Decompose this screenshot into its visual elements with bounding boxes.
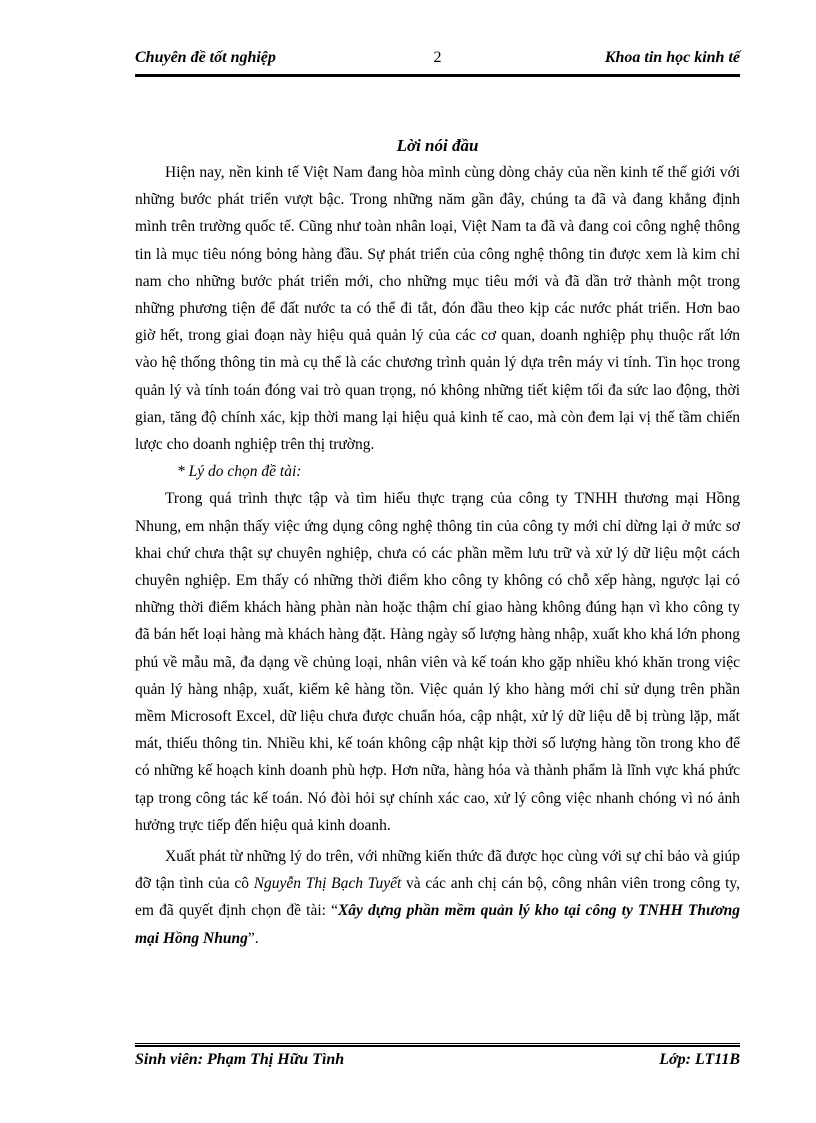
reason-heading: * Lý do chọn đề tài: — [177, 463, 302, 481]
reason-paragraph: Trong quá trình thực tập và tìm hiểu thực trạng của công ty TNHH thương mại Hồng Nhung, em nhận thấy việc ứng dụng công nghệ thông tin của công ty mới chỉ dừng lại ở mức sơ khai chứ chưa thật sự chuyên nghiệp, chưa có các phần mềm lưu trữ và xử lý dữ liệu một cách chuyên nghiệp. Em thấy có những thời điểm kho công ty không có chỗ xếp hàng, ngược lại có những thời điểm khách hàng phàn nàn hoặc thậm chí giao hàng không đúng hạn vì kho công ty đã bán hết loại hàng mà khách hàng đặt. Hàng ngày số lượng hàng nhập, xuất kho khá lớn phong phú về mẫu mã, đa dạng về chủng loại, nhân viên và kế toán kho gặp nhiều khó khăn trong việc quản lý hàng nhập, xuất, kiểm kê hàng tồn. Việc quản lý kho hàng mới chỉ sử dụng trên phần mềm Microsoft Excel, dữ liệu chưa được chuẩn hóa, cập nhật, xử lý dữ liệu dễ bị trùng lặp, mất mát, thiếu thông tin. Nhiều khi, kế toán không cập nhật kịp thời số lượng hàng tồn trong kho để có những kế hoạch kinh doanh phù hợp. Hơn nữa, hàng hóa và thành phẩm là lĩnh vực khá phức tạp trong công tác kế toán. Nó đòi hỏi sự chính xác cao, xử lý công việc nhanh chóng vì nó ảnh hưởng trực tiếp đến hiệu quả kinh doanh. — [135, 490, 740, 834]
footer-student: Sinh viên: Phạm Thị Hữu Tình — [135, 1051, 345, 1068]
conclusion-paragraph — [135, 843, 740, 952]
conclusion-text-2: và các anh chị cán bộ, công nhân viên trong công ty, em đã quyết định chọn đề tài: “ — [135, 875, 741, 920]
page-header — [135, 49, 740, 71]
thesis-topic: Xây dựng phần mềm quản lý kho tại công ty TNHH Thương mại Hồng Nhung — [135, 902, 740, 947]
header-rule — [135, 74, 740, 77]
footer-rule — [135, 1043, 740, 1047]
page-footer — [135, 1051, 740, 1073]
conclusion-text-3: ”. — [247, 929, 259, 947]
conclusion-text-1: Xuất phát từ những lý do trên, với những kiến thức đã được học cùng với sự chỉ bảo và giúp đỡ tận tình của cô — [135, 848, 740, 893]
document-body — [135, 133, 740, 952]
section-title: Lời nói đầu — [396, 136, 479, 155]
teacher-name: Nguyễn Thị Bạch Tuyết — [253, 875, 402, 893]
footer-class: Lớp: LT11B — [659, 1051, 740, 1068]
header-right-title: Khoa tin học kinh tế — [604, 49, 740, 66]
page-number: 2 — [433, 49, 442, 66]
header-left-title: Chuyên đề tốt nghiệp — [135, 49, 276, 66]
intro-paragraph: Hiện nay, nền kinh tế Việt Nam đang hòa mình cùng dòng chảy của nền kinh tế thế giới với những bước phát triển vượt bậc. Trong những năm gần đây, chúng ta đã và đang khẳng định mình trên trường quốc tế. Cũng như toàn nhân loại, Việt Nam ta đã và đang coi công nghệ thông tin là mục tiêu nóng bỏng hàng đầu. Sự phát triển của công nghệ thông tin được xem là kim chỉ nam cho những bước phát triển mới, cho những mục tiêu mới và đã dần trở thành một trong những phương tiện để đất nước ta có thể đi tắt, đón đầu theo kịp các nước phát triển. Hơn bao giờ hết, trong giai đoạn này hiệu quả quản lý của các cơ quan, doanh nghiệp phụ thuộc rất lớn vào hệ thống thông tin mà cụ thể là các chương trình quản lý dựa trên máy vi tính. Tin học trong quản lý và tính toán đóng vai trò quan trọng, nó không những tiết kiệm tối đa sức lao động, thời gian, tăng độ chính xác, kịp thời mang lại hiệu quả kinh tế cao, mà còn đem lại vị thế tầm chiến lược cho doanh nghiệp trên thị trường. — [135, 164, 740, 454]
